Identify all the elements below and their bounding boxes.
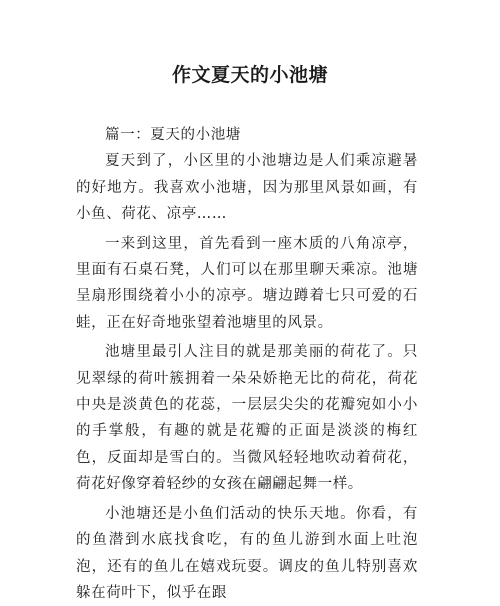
paragraph-3: 池塘里最引人注目的就是那美丽的荷花了。只见翠绿的荷叶簇拥着一朵朵娇艳无比的荷花，荷花中央是淡黄色的花蕊，一层层尖尖的花瓣宛如小小的手掌般，有趣的就是花瓣的正面是淡淡的梅红色，反面却是雪白的。当微风轻轻地吹动着荷花，荷花好像穿着轻纱的女孩在翩翩起舞一样。 [76, 344, 418, 493]
paragraph-4: 小池塘还是小鱼们活动的快乐天地。你看，有的鱼潜到水底找食吃，有的鱼儿游到水面上吐泡泡，还有的鱼儿在嬉戏玩耍。调皮的鱼儿特别喜欢躲在荷叶下，似乎在跟 [76, 505, 418, 601]
paragraph-2: 一来到这里，首先看到一座木质的八角凉亭，里面有石桌石凳，人们可以在那里聊天乘凉。池塘呈扇形围绕着小小的凉亭。塘边蹲着七只可爱的石蛙，正在好奇地张望着池塘里的风景。 [76, 235, 418, 331]
document-title: 作文夏天的小池塘 [171, 64, 328, 86]
document-body [76, 122, 418, 606]
paragraph-1: 夏天到了，小区里的小池塘边是人们乘凉避暑的好地方。我喜欢小池塘，因为那里风景如画，有小鱼、荷花、凉亭…… [76, 153, 418, 223]
section-heading: 篇一：夏天的小池塘 [105, 127, 241, 143]
